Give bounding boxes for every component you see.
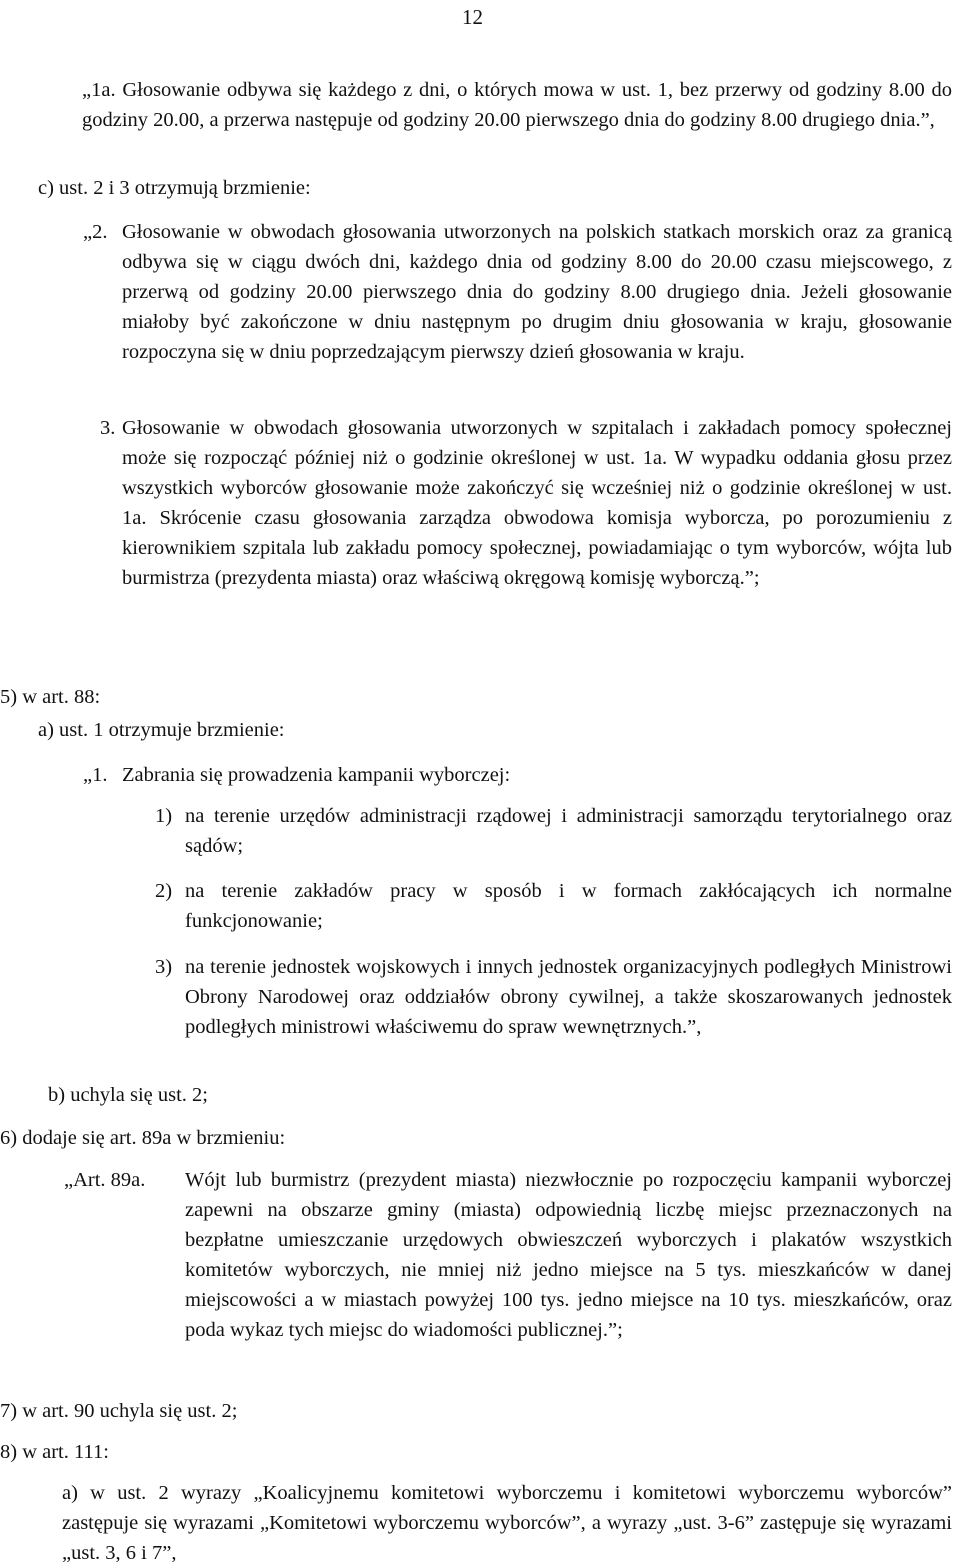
item-3-label: 3): [155, 956, 173, 978]
paragraph-3-label: 3.: [100, 417, 116, 439]
point-7-art-90: 7) w art. 90 uchyla się ust. 2;: [0, 1400, 238, 1422]
item-1-text: na terenie urzędów administracji rządowej i administracji samorządu terytorialnego oraz sądów;: [185, 805, 952, 857]
point-a-ust-1: a) ust. 1 otrzymuje brzmienie:: [38, 719, 285, 741]
item-1-label: 1): [155, 805, 173, 827]
paragraph-3-text: Głosowanie w obwodach głosowania utworzonych w szpitalach i zakładach pomocy społecznej może się rozpocząć później niż o godzinie określonej w ust. 1a. W wypadku oddania głosu przez wszystkich wyborców głosowanie może zakończyć się wcześniej niż o godzinie określonej w ust. 1a. Skrócenie czasu głosowania zarządza obwodowa komisja wyborcza, po porozumieniu z kierownikiem szpitala lub zakładu pomocy społecznej, powiadamiając o tym wyborców, wójta lub burmistrza (prezydenta miasta) oraz właściwą okręgową komisję wyborczą.”;: [122, 417, 952, 589]
art-89a-text: Wójt lub burmistrz (prezydent miasta) niezwłocznie po rozpoczęciu kampanii wyborczej zapewni na obszarze gminy (miasta) odpowiednią liczbę miejsc przeznaczonych na bezpłatne umieszczanie urzędowych obwieszczeń wyborczych i plakatów wszystkich komitetów wyborczych, nie mniej niż jedno miejsce na 5 tys. mieszkańców w danej miejscowości a w miastach powyżej 100 tys. jedno miejsce na 10 tys. mieszkańców, oraz poda wykaz tych miejsc do wiadomości publicznej.”;: [185, 1169, 952, 1341]
point-a-ust-2: a) w ust. 2 wyrazy „Koalicyjnemu komitetowi wyborczemu i komitetowi wyborczemu wyborców” zastępuje się wyrazami „Komitetowi wyborczemu wyborców”, a wyrazy „ust. 3-6” zastępuje się wyrazami „ust. 3, 6 i 7”,: [62, 1482, 952, 1564]
item-2-label: 2): [155, 880, 173, 902]
paragraph-1a: „1a. Głosowanie odbywa się każdego z dni, o których mowa w ust. 1, bez przerwy od godziny 8.00 do godziny 20.00, a przerwa następuje od godziny 20.00 pierwszego dnia do godziny 8.00 drugiego dnia.”,: [82, 79, 952, 131]
point-c-ust-2-3: c) ust. 2 i 3 otrzymują brzmienie:: [38, 177, 311, 199]
art-89a-label: „Art. 89a.: [64, 1169, 146, 1191]
item-2-text: na terenie zakładów pracy w sposób i w formach zakłócających ich normalne funkcjonowanie;: [185, 880, 952, 932]
paragraph-z1-label: „1.: [83, 764, 108, 786]
point-8-art-111: 8) w art. 111:: [0, 1441, 109, 1463]
paragraph-z1-text: Zabrania się prowadzenia kampanii wyborczej:: [122, 764, 511, 786]
item-3-text: na terenie jednostek wojskowych i innych jednostek organizacyjnych podległych Ministrowi Obrony Narodowej oraz oddziałów obrony cywilnej, a także skoszarowanych jednostek podległych ministrowi właściwemu do spraw wewnętrznych.”,: [185, 956, 952, 1038]
page-number: 12: [462, 5, 483, 29]
point-b-uchyla: b) uchyla się ust. 2;: [48, 1084, 208, 1106]
paragraph-2-text: Głosowanie w obwodach głosowania utworzonych na polskich statkach morskich oraz za granicą odbywa się w ciągu dwóch dni, każdego dnia od godziny 8.00 do 20.00 czasu miejscowego, z przerwą od godziny 20.00 pierwszego dnia do godziny 8.00 drugiego dnia. Jeżeli głosowanie miałoby być zakończone w dniu następnym po drugim dniu głosowania w kraju, głosowanie rozpoczyna się w dniu poprzedzającym pierwszy dzień głosowania w kraju.: [122, 221, 952, 363]
point-5-art-88: 5) w art. 88:: [0, 686, 101, 708]
paragraph-2-label: „2.: [83, 221, 108, 243]
point-6-art-89a: 6) dodaje się art. 89a w brzmieniu:: [0, 1127, 286, 1149]
